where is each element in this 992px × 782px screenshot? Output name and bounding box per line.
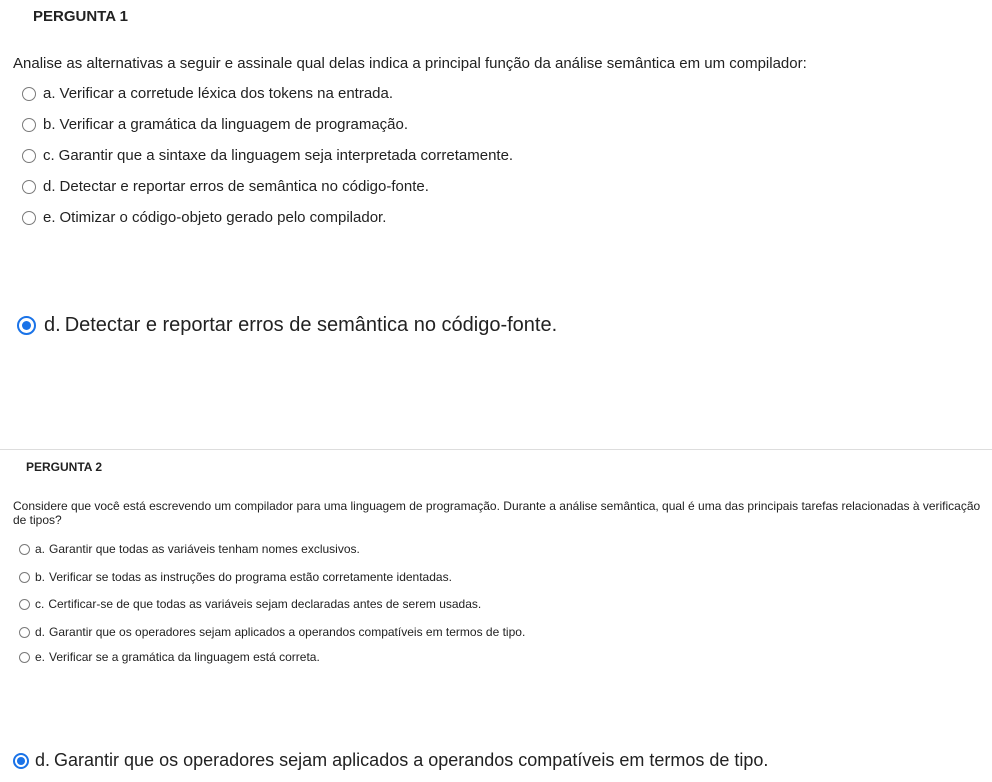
radio-button[interactable] <box>22 118 36 132</box>
option-label: Verificar se todas as instruções do programa estão corretamente identadas. <box>49 570 452 584</box>
question-1-option-c[interactable] <box>22 147 513 164</box>
radio-button[interactable] <box>22 149 36 163</box>
answer-label: Garantir que os operadores sejam aplicados a operandos compatíveis em termos de tipo. <box>54 750 769 770</box>
option-letter: a. <box>43 85 56 102</box>
option-letter: c. <box>35 597 45 611</box>
option-label: Garantir que a sintaxe da linguagem seja interpretada corretamente. <box>58 147 514 164</box>
option-label: Garantir que todas as variáveis tenham nomes exclusivos. <box>49 542 360 556</box>
selected-radio-button[interactable] <box>17 316 36 335</box>
option-letter: a. <box>35 542 46 556</box>
question-2-option-d[interactable] <box>19 625 525 639</box>
question-1-option-e[interactable] <box>22 209 386 226</box>
radio-button[interactable] <box>22 87 36 101</box>
option-label: Certificar-se de que todas as variáveis sejam declaradas antes de serem usadas. <box>48 597 482 611</box>
question-1-selected-answer[interactable] <box>17 314 557 337</box>
question-2-text: Considere que você está escrevendo um compilador para uma linguagem de programação. Durante a análise semântica, qual é uma das principais tarefas relacionadas à verificação de tipos? <box>13 499 981 527</box>
option-letter: b. <box>43 116 56 133</box>
radio-button[interactable] <box>19 572 30 583</box>
question-2-selected-answer[interactable] <box>13 750 768 771</box>
question-2-option-c[interactable] <box>19 597 481 611</box>
radio-button[interactable] <box>22 211 36 225</box>
radio-button[interactable] <box>19 544 30 555</box>
question-1-title: PERGUNTA 1 <box>33 8 129 25</box>
radio-button[interactable] <box>19 652 30 663</box>
option-label: Verificar se a gramática da linguagem está correta. <box>49 650 320 664</box>
option-letter: b. <box>35 570 46 584</box>
answer-letter: d. <box>44 314 61 336</box>
question-2-option-b[interactable] <box>19 570 452 584</box>
question-2-title: PERGUNTA 2 <box>26 460 103 474</box>
question-1-option-d[interactable] <box>22 178 429 195</box>
answer-letter: d. <box>35 750 51 770</box>
question-1-option-a[interactable] <box>22 85 393 102</box>
option-letter: d. <box>35 625 46 639</box>
option-letter: e. <box>35 650 46 664</box>
radio-button[interactable] <box>19 599 30 610</box>
option-label: Detectar e reportar erros de semântica no código-fonte. <box>59 178 429 195</box>
option-label: Garantir que os operadores sejam aplicados a operandos compatíveis em termos de tipo. <box>49 625 526 639</box>
question-1-text: Analise as alternativas a seguir e assinale qual delas indica a principal função da análise semântica em um compilador: <box>13 55 807 72</box>
option-label: Otimizar o código-objeto gerado pelo compilador. <box>59 209 387 226</box>
radio-button[interactable] <box>19 627 30 638</box>
selected-radio-button[interactable] <box>13 753 29 769</box>
question-2-option-e[interactable] <box>19 650 320 664</box>
question-divider <box>0 449 992 450</box>
option-letter: e. <box>43 209 56 226</box>
option-label: Verificar a corretude léxica dos tokens na entrada. <box>59 85 394 102</box>
answer-label: Detectar e reportar erros de semântica no código-fonte. <box>64 314 558 336</box>
option-letter: c. <box>43 147 55 164</box>
question-1-option-b[interactable] <box>22 116 408 133</box>
option-letter: d. <box>43 178 56 195</box>
question-2-option-a[interactable] <box>19 542 360 556</box>
radio-button[interactable] <box>22 180 36 194</box>
option-label: Verificar a gramática da linguagem de programação. <box>59 116 409 133</box>
